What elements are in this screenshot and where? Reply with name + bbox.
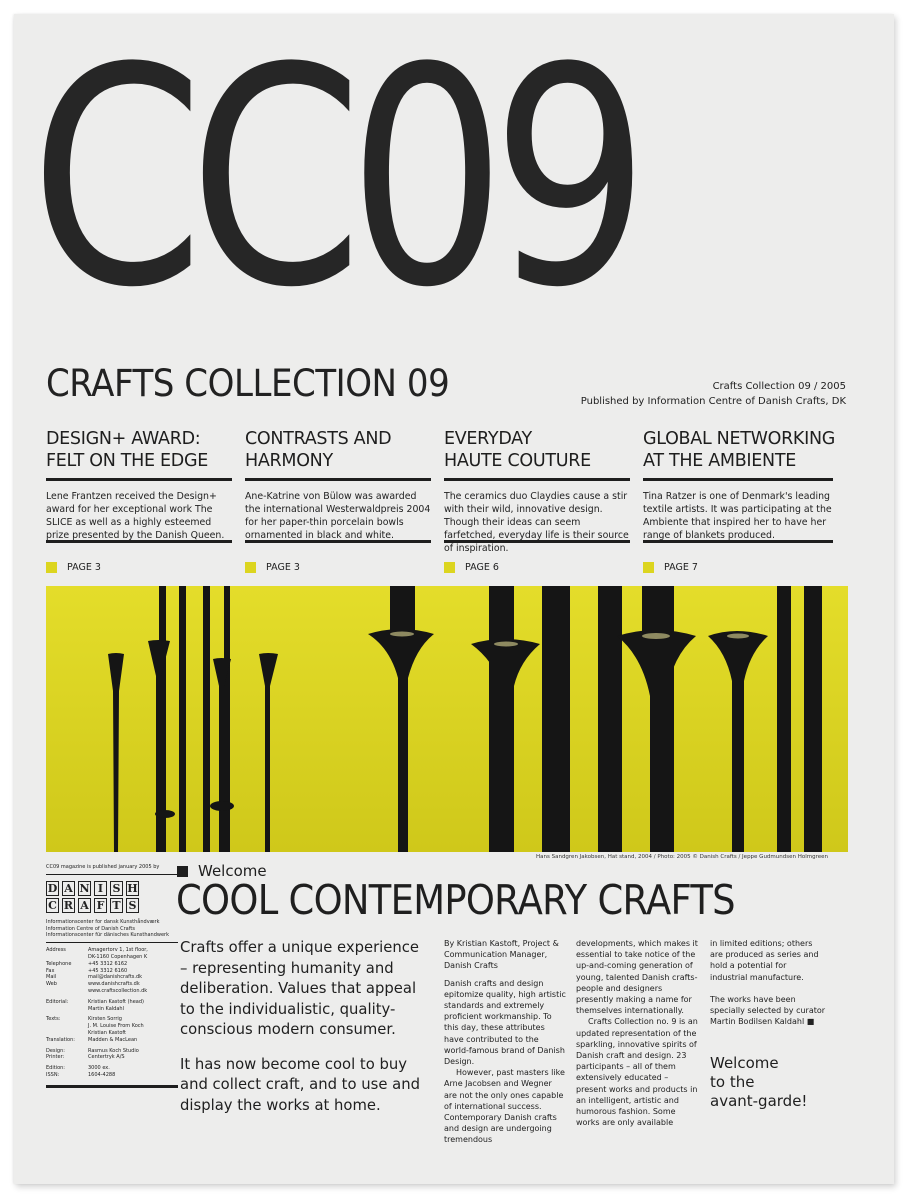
article-intro [180,938,420,1130]
body-paragraph: developments, which makes it essential to take notice of the up-and-coming generation of young, talented Danish crafts-people and designers presently making a name for themselves internationally. [576,939,698,1016]
colophon-value: mail@danishcrafts.dk [88,974,143,981]
body-paragraph: in limited editions; others are produced as series and hold a potential for industrial manufacture. [710,939,819,982]
topic-title [643,428,836,478]
publication-line: Crafts Collection 09 / 2005 [712,381,846,392]
magazine-cover [14,4,894,1184]
topic-title-line: GLOBAL NETWORKING [643,429,836,449]
logo-letter: H [127,881,138,895]
colophon-value: Amagertorv 1, 1st floor, [88,947,148,954]
masthead-title: CC09 [30,4,635,353]
closing-line: Welcome [710,1054,779,1072]
topic-text: Tina Ratzer is one of Denmark's leading textile artists. It was participating at the Ambiente that inspired her to have her range of blankets produced. [643,491,832,541]
org-name: Informationscenter für dänisches Kunsthandwerk [46,932,170,939]
danish-crafts-logo [46,881,176,913]
hat-stand-illustration [46,586,848,852]
article-column [576,938,698,1128]
org-name: Informationscenter for dansk Kunsthåndværk [46,918,160,925]
colophon-key: Design: [46,1047,65,1054]
topic-teaser[interactable] [46,428,232,575]
topic-teaser[interactable] [444,428,630,575]
topic-teaser[interactable] [643,428,836,575]
logo-letter: R [63,898,74,912]
byline: By Kristian Kastoft, Project & Communication Manager, Danish Crafts [444,939,559,971]
colophon-row [46,988,178,995]
article-column [710,938,826,1027]
colophon-row [46,1023,178,1030]
closing-line: avant-garde! [710,1092,808,1110]
page-number: PAGE 3 [67,561,101,573]
colophon-key: Translation: [46,1036,75,1043]
colophon-key: Printer: [46,1054,65,1061]
colophon-key: Texts: [46,1016,61,1023]
topic-title [245,428,431,478]
topic-title-line: AT THE AMBIENTE [643,451,796,471]
square-bullet-icon [643,562,654,573]
topic-text: Lene Frantzen received the Design+ award for her exceptional work The SLICE as well as a highly esteemed prize presented by the Danish Queen. [46,491,225,541]
photo-caption: Hans Sandgren Jakobsen, Hat stand, 2004 / Photo: 2005 © Danish Crafts / Jeppe Gudmundsen Holmgreen [535,854,828,860]
colophon-value: www.craftscollection.dk [88,987,148,994]
colophon-value: Kristian Kastoft [88,1029,127,1036]
logo-letter: I [94,881,107,896]
colophon-value: +45 3312 6160 [88,967,128,974]
topic-title-line: HAUTE COUTURE [444,451,591,471]
logo-letter: C [46,898,59,913]
topic-text: The ceramics duo Claydies cause a stir with their wild, innovative design. Though their ideas can seem farfetched, everyday life is their source of inspiration. [444,491,629,554]
page-reference[interactable] [245,559,431,575]
published-note: CC09 magazine is published january 2005 by [46,864,160,870]
colophon-value: J. M. Louise From Koch [88,1023,144,1030]
colophon-row [46,1048,178,1055]
colophon-value: Rasmus Koch Studio [88,1047,139,1054]
colophon-value: Madden & MacLean [88,1036,138,1043]
intro-paragraph: It has now become cool to buy and collect craft, and to use and display the works at home. [180,1055,420,1114]
logo-letter: S [110,881,123,896]
logo-row [46,898,176,913]
colophon-row [46,1072,178,1079]
colophon-rows [46,947,178,1079]
subtitle: CRAFTS COLLECTION 09 [46,362,450,405]
page-number: PAGE 3 [266,561,300,573]
colophon-row [46,1054,178,1061]
topic-title-line: CONTRASTS AND [245,429,392,449]
divider [46,942,178,943]
logo-letter: N [79,881,90,895]
colophon-key: Telephone [46,960,72,967]
divider [46,1085,178,1088]
colophon [46,864,178,1088]
topic-title-line: EVERYDAY [444,429,532,449]
square-bullet-icon [177,866,188,877]
publication-info [581,379,846,409]
page-reference[interactable] [643,559,833,575]
intro-paragraph: Crafts offer a unique experience – representing humanity and deliberation. Values that appeal to the individualistic, quality-conscious modern consumer. [180,939,420,1038]
publisher-line: Published by Information Centre of Danish Crafts, DK [580,396,846,407]
feature-photo [46,586,848,852]
square-bullet-icon [46,562,57,573]
section-tag-label: Welcome [198,862,267,880]
logo-letter: A [62,881,75,896]
colophon-row [46,1037,178,1044]
logo-letter: A [78,898,91,913]
closing-tagline [710,1054,807,1111]
colophon-row [46,974,178,981]
colophon-row [46,1006,178,1013]
logo-letter: F [94,898,107,913]
topic-text: Ane-Katrine von Bülow was awarded the international Westerwaldpreis 2004 for her paper-thin porcelain bowls ornamented in black and white. [245,491,431,541]
colophon-key: Edition: [46,1065,65,1072]
page-number: PAGE 7 [664,561,698,573]
square-bullet-icon [444,562,455,573]
colophon-row [46,1016,178,1023]
divider [46,874,178,875]
colophon-value: Kristian Kastoft (head) [88,998,144,1005]
colophon-value: 1604-4288 [88,1071,116,1078]
colophon-row [46,947,178,954]
colophon-value: Martin Kaldahl [88,1005,124,1012]
square-bullet-icon [245,562,256,573]
colophon-value: Centertryk A/S [88,1054,125,1061]
colophon-row [46,961,178,968]
topic-title [46,428,232,478]
colophon-key: Mail [46,974,57,981]
colophon-row [46,968,178,975]
colophon-row [46,954,178,961]
colophon-key [46,1023,88,1030]
page-reference[interactable] [46,559,232,575]
colophon-row [46,1065,178,1072]
colophon-value: Kirsten Sorrig [88,1016,122,1023]
body-paragraph: Danish crafts and design epitomize quality, high artistic standards and extremely proficient workmanship. To this day, these attributes have contributed to the world-famous brand of Danish Design. [444,978,566,1067]
colophon-key: Address [46,947,66,954]
body-paragraph: The works have been specially selected by curator Martin Bodilsen Kaldahl ■ [710,994,826,1027]
page-reference[interactable] [444,559,630,575]
topic-title-line: DESIGN+ AWARD: [46,429,201,449]
colophon-row [46,999,178,1006]
colophon-key [46,988,88,995]
article-headline: COOL CONTEMPORARY CRAFTS [176,876,735,924]
colophon-key: ISSN: [46,1071,60,1078]
topic-title [444,428,630,478]
colophon-key: Fax [46,967,55,974]
colophon-row [46,981,178,988]
colophon-key: Editorial: [46,998,69,1005]
article-column [444,938,566,1146]
colophon-key: Web [46,981,57,988]
colophon-value: DK-1160 Copenhagen K [88,953,148,960]
colophon-value: +45 3312 6162 [88,960,128,967]
body-paragraph: However, past masters like Arne Jacobsen and Wegner are not the only ones capable of international success. Contemporary Danish crafts and design are undergoing tremendous [444,1068,565,1145]
org-name: Information Centre of Danish Crafts [46,925,135,932]
colophon-key [46,1006,88,1013]
colophon-row [46,1030,178,1037]
logo-letter: S [126,898,139,913]
closing-line: to the [710,1073,755,1091]
colophon-key [46,1030,88,1037]
colophon-key [46,954,88,961]
page-number: PAGE 6 [465,561,499,573]
topic-teaser[interactable] [245,428,431,575]
logo-row [46,881,176,896]
logo-letter: T [110,898,123,913]
logo-letter: D [47,881,58,895]
colophon-value: 3000 ex. [88,1065,110,1072]
body-paragraph: Crafts Collection no. 9 is an updated representation of the sparkling, innovative spirits of Danish craft and design. 23 participants – all of them extensively educated – present works and products in an intelligent, artistic and humorous fashion. Some works are only available [576,1017,698,1128]
topic-title-line: HARMONY [245,451,333,471]
topic-title-line: FELT ON THE EDGE [46,451,208,471]
colophon-value: www.danishcrafts.dk [88,981,140,988]
